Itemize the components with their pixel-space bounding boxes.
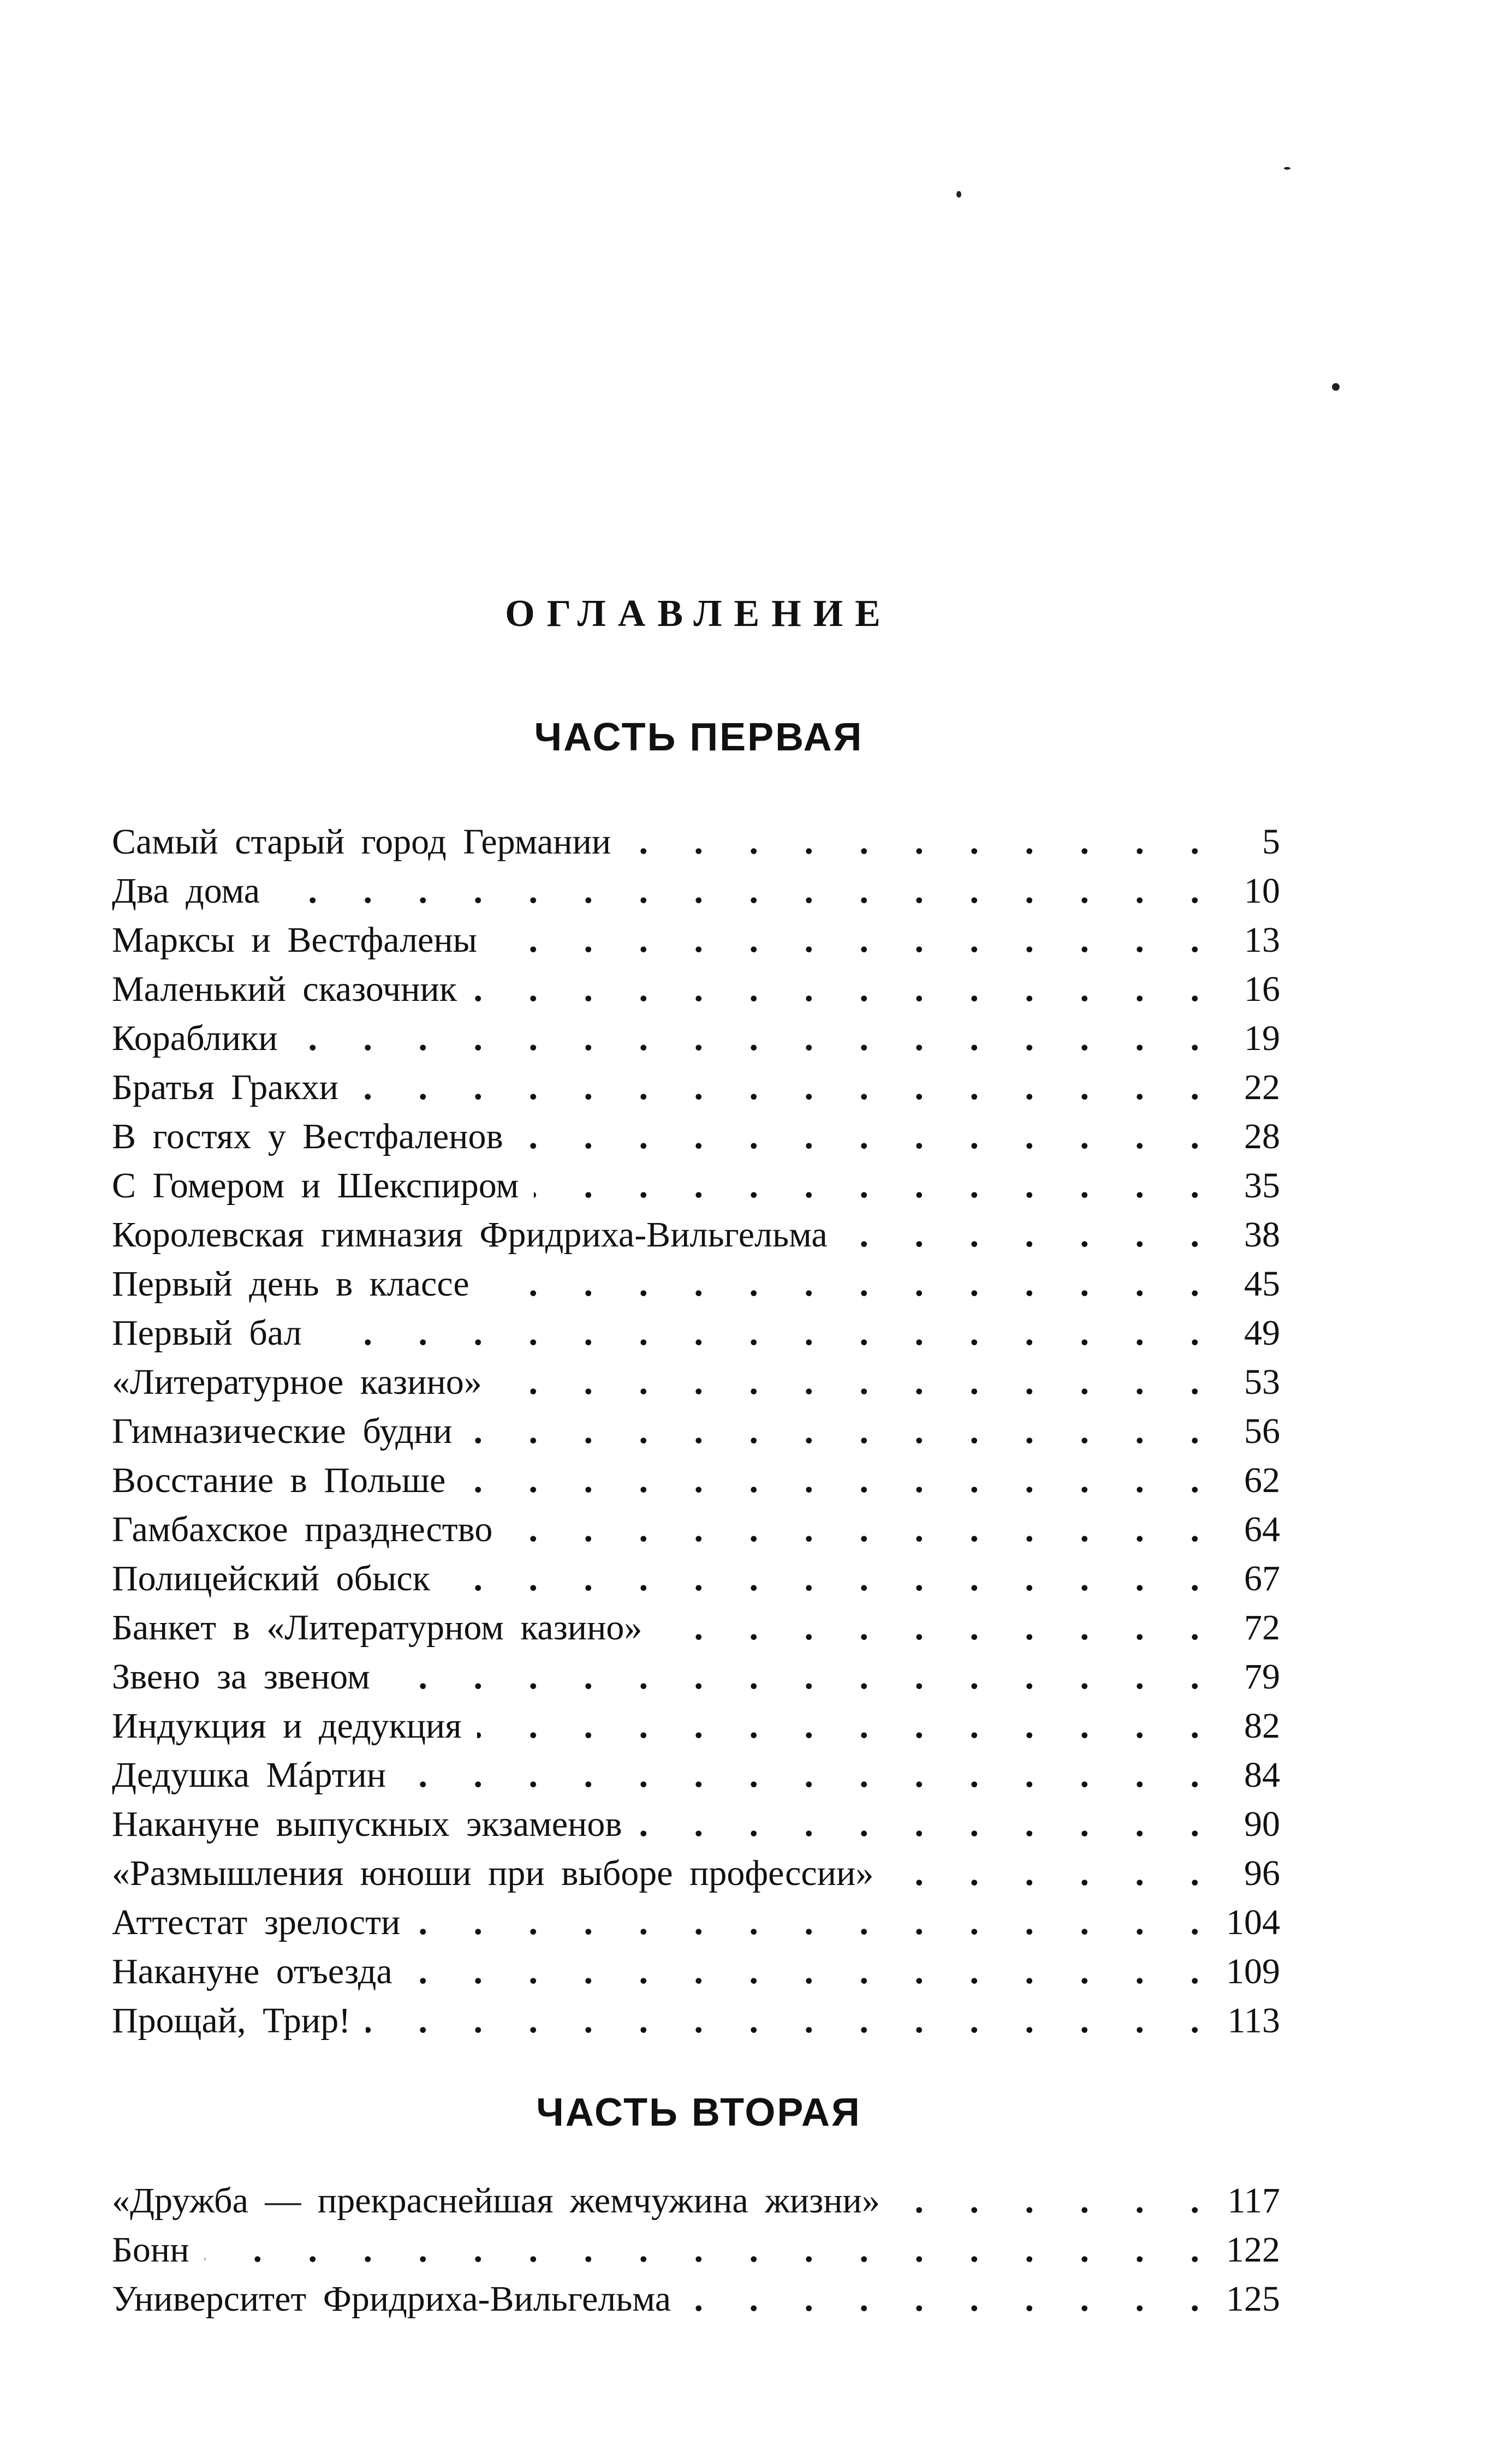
toc-dot-leader	[275, 867, 1218, 916]
toc-entry-page-number: 125	[1226, 2279, 1280, 2319]
toc-entry	[112, 1112, 1280, 1161]
print-speck	[956, 191, 961, 198]
toc-dot-leader	[626, 818, 1218, 867]
toc-entry-title: Самый старый город Германии	[112, 822, 611, 862]
toc-entry-page-number: 16	[1244, 969, 1280, 1009]
toc-entry	[112, 1456, 1280, 1505]
toc-entry-page-number: 67	[1244, 1559, 1280, 1598]
toc-dot-leader	[408, 1947, 1218, 1996]
toc-entry-title: Аттестат зрелости	[112, 1902, 401, 1942]
toc-entry-title: Полицейский обыск	[112, 1559, 430, 1598]
toc-entry-title: Бонн	[112, 2230, 189, 2270]
toc-entry-page-number: 82	[1244, 1706, 1280, 1746]
toc-entry-page-number: 28	[1244, 1117, 1280, 1156]
toc-entry-page-number: 35	[1244, 1166, 1280, 1206]
toc-entry-title: Звено за звеном	[112, 1657, 370, 1697]
toc-dot-leader	[461, 1456, 1218, 1505]
toc-entry	[112, 1260, 1280, 1309]
toc-dot-leader	[534, 1161, 1218, 1210]
toc-entry-title: Восстание в Польше	[112, 1460, 446, 1500]
toc-entry	[112, 1800, 1280, 1849]
toc-entry	[112, 1505, 1280, 1554]
toc-dot-leader	[293, 1014, 1218, 1063]
toc-entry-page-number: 62	[1244, 1460, 1280, 1500]
part-heading-1: ЧАСТЬ ПЕРВАЯ	[534, 715, 864, 759]
toc-entry-title: Университет Фридриха-Вильгельма	[112, 2279, 671, 2319]
toc-entry-page-number: 72	[1244, 1608, 1280, 1648]
toc-entry-title: Прощай, Трир!	[112, 2001, 351, 2041]
print-speck	[1284, 167, 1290, 170]
toc-entry	[112, 2176, 1280, 2226]
toc-entry	[112, 1849, 1280, 1898]
toc-dot-leader	[467, 1407, 1218, 1456]
toc-entry-title: В гостях у Вестфаленов	[112, 1117, 503, 1156]
toc-entry	[112, 1898, 1280, 1947]
toc-entry-page-number: 84	[1244, 1755, 1280, 1795]
toc-entry	[112, 1014, 1280, 1063]
toc-dot-leader	[401, 1751, 1218, 1800]
toc-dot-leader	[472, 965, 1218, 1014]
toc-entry-page-number: 122	[1226, 2230, 1280, 2270]
toc-list-part-2	[112, 2176, 1280, 2324]
toc-dot-leader	[205, 2226, 1218, 2275]
toc-entry-title: Дедушка Мáртин	[112, 1755, 386, 1795]
toc-dot-leader	[686, 2275, 1218, 2324]
toc-entry	[112, 818, 1280, 867]
toc-dot-leader	[366, 1996, 1218, 2045]
toc-dot-leader	[638, 1800, 1218, 1849]
part-heading-2: ЧАСТЬ ВТОРАЯ	[536, 2091, 861, 2134]
toc-entry	[112, 1407, 1280, 1456]
toc-entry-title: Кораблики	[112, 1018, 278, 1058]
toc-entry-page-number: 5	[1262, 822, 1280, 862]
toc-dot-leader	[657, 1603, 1218, 1652]
toc-dot-leader	[889, 1849, 1218, 1898]
toc-entry-title: «Размышления юноши при выборе профессии»	[112, 1853, 874, 1893]
toc-dot-leader	[477, 1702, 1218, 1751]
toc-entry	[112, 916, 1280, 965]
toc-entry	[112, 1309, 1280, 1358]
toc-entry-page-number: 56	[1244, 1411, 1280, 1451]
toc-dot-leader	[385, 1652, 1218, 1702]
toc-entry	[112, 867, 1280, 916]
toc-entry-page-number: 96	[1244, 1853, 1280, 1893]
toc-entry	[112, 1210, 1280, 1260]
toc-entry-page-number: 90	[1244, 1804, 1280, 1844]
toc-entry-page-number: 79	[1244, 1657, 1280, 1697]
toc-entry	[112, 2226, 1280, 2275]
toc-entry-title: «Дружба — прекраснейшая жемчужина жизни»	[112, 2181, 880, 2221]
toc-dot-leader	[508, 1505, 1218, 1554]
toc-entry-page-number: 10	[1244, 871, 1280, 911]
toc-entry	[112, 1996, 1280, 2045]
toc-dot-leader	[485, 1260, 1218, 1309]
toc-entry	[112, 1063, 1280, 1112]
toc-entry-title: Королевская гимназия Фридриха-Вильгельма	[112, 1215, 828, 1255]
toc-entry	[112, 1554, 1280, 1603]
toc-dot-leader	[519, 1112, 1218, 1161]
toc-entry-title: Гамбахское празднество	[112, 1510, 493, 1549]
toc-entry-page-number: 113	[1227, 2001, 1280, 2041]
toc-entry-title: Марксы и Вестфалены	[112, 920, 477, 960]
toc-entry-title: Накануне выпускных экзаменов	[112, 1804, 622, 1844]
toc-entry-page-number: 38	[1244, 1215, 1280, 1255]
toc-entry	[112, 1947, 1280, 1996]
toc-entry-title: Братья Гракхи	[112, 1067, 338, 1107]
toc-entry	[112, 1652, 1280, 1702]
toc-entry	[112, 1603, 1280, 1652]
toc-entry-title: Два дома	[112, 871, 260, 911]
toc-entry-page-number: 45	[1244, 1264, 1280, 1304]
toc-entry-title: Накануне отъезда	[112, 1952, 392, 1991]
toc-entry-page-number: 117	[1227, 2181, 1280, 2221]
toc-entry-page-number: 64	[1244, 1510, 1280, 1549]
toc-list-part-1	[112, 818, 1280, 2045]
toc-entry-page-number: 22	[1244, 1067, 1280, 1107]
toc-entry-title: Индукция и дедукция	[112, 1706, 462, 1746]
toc-entry-title: «Литературное казино»	[112, 1362, 482, 1402]
toc-entry	[112, 2275, 1280, 2324]
toc-entry-page-number: 104	[1226, 1902, 1280, 1942]
toc-dot-leader	[895, 2176, 1218, 2226]
toc-entry-page-number: 53	[1244, 1362, 1280, 1402]
toc-dot-leader	[445, 1554, 1218, 1603]
toc-dot-leader	[354, 1063, 1218, 1112]
page-title: ОГЛАВЛЕНИЕ	[505, 593, 893, 635]
toc-entry	[112, 1161, 1280, 1210]
toc-entry-title: Банкет в «Литературном казино»	[112, 1608, 643, 1648]
toc-entry-page-number: 49	[1244, 1313, 1280, 1353]
toc-dot-leader	[415, 1898, 1218, 1947]
toc-dot-leader	[497, 1358, 1218, 1407]
toc-dot-leader	[843, 1210, 1218, 1260]
toc-entry	[112, 965, 1280, 1014]
toc-entry	[112, 1751, 1280, 1800]
toc-dot-leader	[492, 916, 1218, 965]
toc-entry-title: Маленький сказочник	[112, 969, 457, 1009]
toc-entry-page-number: 19	[1244, 1018, 1280, 1058]
toc-entry-title: Первый бал	[112, 1313, 302, 1353]
toc-entry-title: Гимназические будни	[112, 1411, 453, 1451]
print-speck	[1332, 383, 1340, 391]
toc-entry-title: С Гомером и Шекспиром	[112, 1166, 519, 1206]
toc-dot-leader	[317, 1309, 1218, 1358]
toc-entry-page-number: 13	[1244, 920, 1280, 960]
toc-entry-page-number: 109	[1226, 1952, 1280, 1991]
toc-entry	[112, 1702, 1280, 1751]
toc-entry	[112, 1358, 1280, 1407]
toc-entry-title: Первый день в классе	[112, 1264, 469, 1304]
